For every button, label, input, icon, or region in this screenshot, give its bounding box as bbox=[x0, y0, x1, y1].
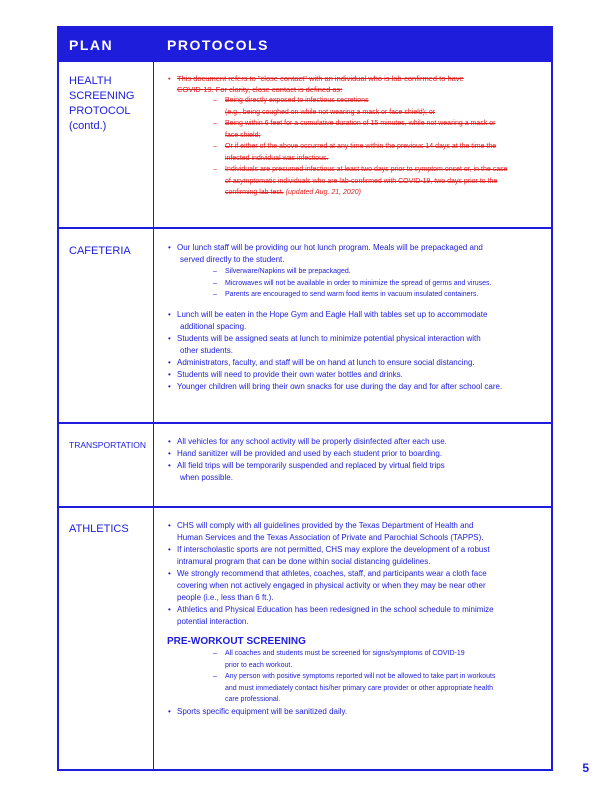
list-item: • Students will need to provide their own water bottles and drinks. bbox=[167, 369, 547, 381]
list-item: – Microwaves will not be available in order to minimize the spread of germs and viruses. bbox=[167, 278, 547, 290]
protocols-column-header: PROTOCOLS bbox=[167, 37, 269, 53]
plan-cafeteria: CAFETERIA bbox=[69, 245, 131, 257]
pre-workout-screening-heading: PRE-WORKOUT SCREENING bbox=[167, 636, 306, 647]
list-item: – Individuals are presumed infectious at least two days prior to symptom onset or, in the case bbox=[167, 164, 547, 176]
athletics-protocols: • CHS will comply with all guidelines provided by the Texas Department of Health and Human Services and the Texas Association of Private and Parochial Schools (TAPPS). • If interscholastic sports are not permitted, CHS may explore the development of a robust intramural program that can be done within social distancing guidelines. • We strongly recommend that athletes, coaches, staff, and participants wear a cloth face covering when not actively engaged in physical activity or when they may be near other people (i.e., less than 6 ft.). • Athletics and Physical Education has been redesigned in the school schedule to minimize potential interaction. PRE-WORKOUT SCREENING – All coaches and students must be screened for signs/symptoms of COVID-19 prior to each workout. – Any person with positive symptoms reported will not be allowed to take part in workouts and must immediately contact his/her primary care provider or other appropriate health care professional. • Sports specific equipment will be sanitized daily. bbox=[167, 520, 547, 718]
list-item: • Younger children will bring their own snacks for use during the day and for after school care. bbox=[167, 381, 547, 393]
list-item: – Or if either of the above occurred at any time within the previous 14 days at the time the bbox=[167, 141, 547, 153]
row-divider bbox=[59, 506, 551, 508]
health-protocols: • This document refers to "close contact" with an individual who is lab-confirmed to have COVID-19. For clarity, close contact is defined as: – Being directly exposed to infectious secretions (e.g., being coughed on while not wearing a mask or face shield); or – Being within 6 feet for a cumulative duration of 15 minutes, while not wearing a mask or face shield; – Or if either of the above occurred at any time within the previous 14 days at the time the infected individual was infectious. – Individuals are presumed infectious at least two days prior to symptom onset or, in the case of asymptomatic individuals who are lab-confirmed with COVID-19, two days prior to the confirming lab test. (updated Aug. 21, 2020) bbox=[167, 73, 547, 199]
list-item: • All vehicles for any school activity will be properly disinfected after each use. bbox=[167, 436, 547, 448]
list-item: • Lunch will be eaten in the Hope Gym and Eagle Hall with tables set up to accommodate bbox=[167, 309, 547, 321]
page-number: 5 bbox=[582, 761, 589, 775]
protocols-table bbox=[57, 26, 553, 771]
row-divider bbox=[59, 422, 551, 424]
table-header bbox=[59, 28, 551, 62]
list-item: • CHS will comply with all guidelines provided by the Texas Department of Health and bbox=[167, 520, 547, 532]
list-item: • If interscholastic sports are not permitted, CHS may explore the development of a robust bbox=[167, 544, 547, 556]
updated-note: (updated Aug. 21, 2020) bbox=[283, 189, 361, 196]
list-item: – Any person with positive symptoms reported will not be allowed to take part in workouts bbox=[167, 671, 547, 683]
cafeteria-protocols: • Our lunch staff will be providing our hot lunch program. Meals will be prepackaged and served directly to the student. – Silverware/Napkins will be prepackaged. – Microwaves will not be available in order to minimize the spread of germs and viruses. – Parents are encouraged to send warm food items in vacuum insulated containers. • Lunch will be eaten in the Hope Gym and Eagle Hall with tables set up to accommodate additional spacing. • Students will be assigned seats at lunch to minimize potential physical interaction with other students. • Administrators, faculty, and staff will be on hand at lunch to ensure social distancing. • Students will need to provide their own water bottles and drinks. • Younger children will bring their own snacks for use during the day and for after school care. bbox=[167, 242, 547, 393]
plan-column-header: PLAN bbox=[69, 37, 114, 53]
list-item: • Administrators, faculty, and staff will be on hand at lunch to ensure social distancing. bbox=[167, 357, 547, 369]
list-item: – All coaches and students must be screened for signs/symptoms of COVID-19 bbox=[167, 648, 547, 660]
list-item: • Hand sanitizer will be provided and used by each student prior to boarding. bbox=[167, 448, 547, 460]
row-divider bbox=[59, 227, 551, 229]
list-item: – Silverware/Napkins will be prepackaged. bbox=[167, 266, 547, 278]
list-item: – Being directly exposed to infectious secretions bbox=[167, 95, 547, 107]
plan-health-screening: HEALTH SCREENING PROTOCOL (contd.) bbox=[69, 75, 135, 132]
list-item: – Being within 6 feet for a cumulative duration of 15 minutes, while not wearing a mask or bbox=[167, 118, 547, 130]
list-item: • Sports specific equipment will be sanitized daily. bbox=[167, 706, 547, 718]
list-item: • Athletics and Physical Education has been redesigned in the school schedule to minimize bbox=[167, 604, 547, 616]
list-item: • We strongly recommend that athletes, coaches, staff, and participants wear a cloth face bbox=[167, 568, 547, 580]
list-item: • Our lunch staff will be providing our hot lunch program. Meals will be prepackaged and bbox=[167, 242, 547, 254]
list-item: • This document refers to "close contact" with an individual who is lab-confirmed to have bbox=[167, 73, 547, 84]
plan-athletics: ATHLETICS bbox=[69, 523, 129, 535]
transportation-protocols: • All vehicles for any school activity will be properly disinfected after each use. • Hand sanitizer will be provided and used by each student prior to boarding. • All field trips will be temporarily suspended and replaced by virtual field trips when possible. bbox=[167, 436, 547, 484]
plan-transportation: TRANSPORTATION bbox=[69, 440, 146, 450]
column-divider bbox=[153, 62, 154, 771]
list-item: – Parents are encouraged to send warm food items in vacuum insulated containers. bbox=[167, 289, 547, 301]
list-item: • All field trips will be temporarily suspended and replaced by virtual field trips bbox=[167, 460, 547, 472]
list-item: • Students will be assigned seats at lunch to minimize potential physical interaction with bbox=[167, 333, 547, 345]
